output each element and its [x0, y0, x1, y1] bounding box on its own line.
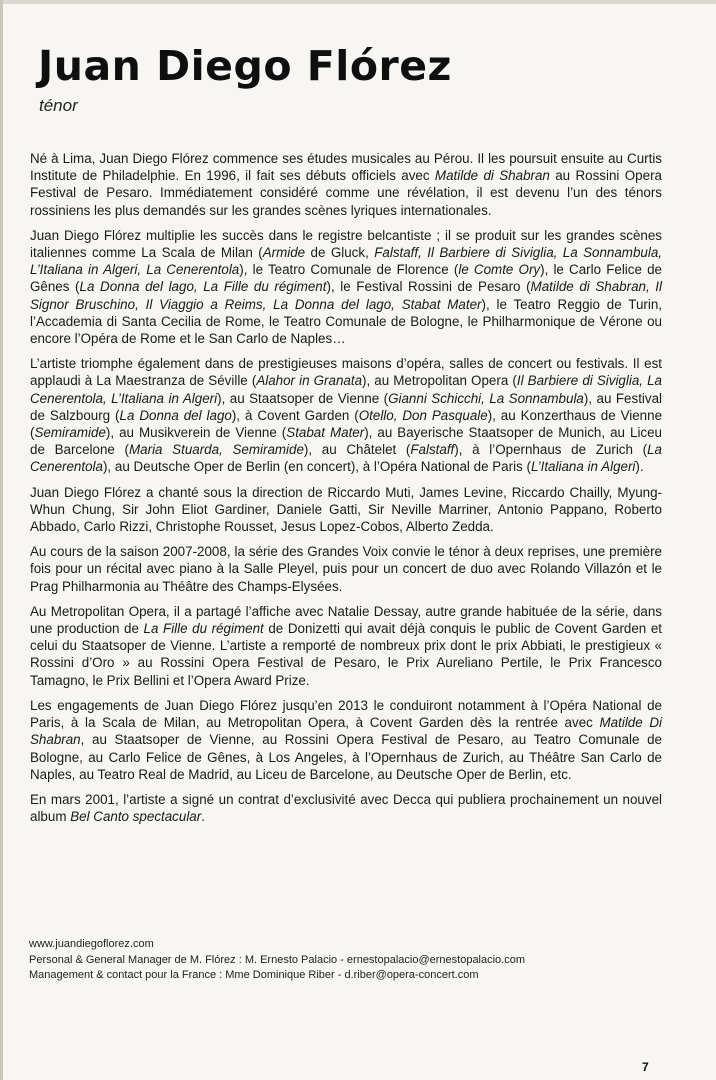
italic-title-run: Semiramide [34, 425, 106, 441]
text-run: ), au Deutsche Oper de Berlin (en concert), à l’Opéra National de Paris ( [102, 459, 531, 475]
scan-edge-top [0, 0, 716, 4]
biography-paragraph [30, 227, 662, 347]
text-run: ), à l’Opernhaus de Zurich ( [454, 442, 648, 458]
biography-body [30, 150, 662, 833]
italic-title-run: Matilde di Shabran [434, 168, 550, 184]
italic-title-run: Otello, Don Pasquale [358, 407, 488, 423]
italic-title-run: Stabat Mater [286, 425, 365, 441]
biography-paragraph [30, 543, 662, 595]
italic-title-run: Matilde di Shabran, Il Signor Bruschino, Il Viaggio a Reims, La Donna del lago, Stabat Mater [30, 279, 662, 312]
text-run: ), au Bayerische Staatsoper de Munich, au Liceu de Barcelone ( [30, 425, 663, 458]
text-run: ), le Festival Rossini de Pesaro ( [326, 279, 531, 295]
text-run: Juan Diego Flórez multiplie les succès dans le registre belcantiste ; il se produit sur les grandes scènes italiennes comme La Scala de Milan ( [30, 227, 662, 261]
biography-paragraph [30, 150, 662, 219]
italic-title-run: Il Barbiere di Siviglia, La Cenerentola, L’Italiana in Algeri [30, 373, 662, 406]
text-run: ). [635, 459, 644, 475]
text-run: ), au Châtelet ( [303, 442, 411, 458]
biography-paragraph [30, 355, 662, 475]
text-run: En mars 2001, l’artiste a signé un contrat d’exclusivité avec Decca qui publiera prochainement un nouvel album [30, 791, 662, 825]
scan-edge-left [0, 0, 3, 1080]
italic-title-run: le Comte Ory [458, 262, 541, 278]
italic-title-run: L’Italiana in Algeri [530, 459, 636, 475]
italic-title-run: Falstaff [410, 442, 455, 458]
text-run: ), au Staatsoper de Vienne ( [217, 390, 389, 406]
italic-title-run: Alahor in Granata [256, 373, 363, 389]
text-run: . [201, 809, 205, 825]
text-run: L’artiste triomphe également dans de prestigieuses maisons d’opéra, salles de concert ou festivals. Il est applaudi à La Maestranza de Séville ( [30, 356, 662, 389]
text-run: de Donizetti qui avait déjà conquis le public de Covent Garden et celui du Staatsoper de Vienne. L’artiste a remporté de nombreux prix dont le prix Abbiati, le prestigieux « Rossini d’Oro » au Rossini Opera Festival de Pesaro, le Prix Aureliano Pertile, le Prix Francesco Tamagno, le Prix Bellini et l’Opera Award Prize. [30, 621, 663, 688]
manager-contact: Personal & General Manager de M. Flórez : M. Ernesto Palacio - ernestopalacio@ernestopalacio.com [29, 953, 526, 966]
text-run: ), au Festival de Salzbourg ( [30, 390, 663, 423]
text-run: de Gluck, [305, 245, 375, 261]
italic-title-run: Bel Canto spectacular [70, 809, 202, 825]
text-run: ), au Konzerthaus de Vienne ( [30, 407, 663, 441]
text-run: Au cours de la saison 2007-2008, la série des Grandes Voix convie le ténor à deux reprises, une première fois pour un récital avec piano à la Salle Pleyel, puis pour un concert de duo avec Rolando Villazón et le Prag Philharmonia au Théâtre des Champs-Elysées. [30, 544, 662, 594]
website-link[interactable]: www.juandiegoflorez.com [29, 938, 154, 950]
italic-title-run: La Donna del lago [119, 407, 232, 423]
biography-paragraph [30, 697, 662, 783]
page-title: Juan Diego Flórez [38, 42, 452, 90]
text-run: ), au Musikverein de Vienne ( [105, 425, 287, 441]
text-run: ), le Carlo Felice de Gênes ( [30, 262, 662, 295]
text-run: , au Staatsoper de Vienne, au Rossini Opera Festival de Pesaro, au Teatro Comunale de Bologne, au Carlo Felice de Gênes, à Los Angeles, à l’Opernhaus de Zurich, au Théâtre San Carlo de Naples, au Teatro Real de Madrid, au Liceu de Barcelone, au Deutsche Oper de Berlin, etc. [30, 732, 662, 782]
text-run: au Rossini Opera Festival de Pesaro. Immédiatement considéré comme une révélation, il est devenu l’un des ténors rossiniens les plus demandés sur les grandes scènes lyriques internationales. [30, 168, 662, 218]
contact-footer [29, 937, 669, 984]
italic-title-run: La Cenerentola [30, 442, 662, 475]
france-contact: Management & contact pour la France : Mme Dominique Riber - d.riber@opera-concert.com [29, 969, 479, 981]
italic-title-run: Armide [262, 245, 306, 261]
text-run: Les engagements de Juan Diego Flórez jusqu’en 2013 le conduiront notamment à l’Opéra National de Paris, à la Scala de Milan, au Metropolitan Opera, à Covent Garden dès la rentrée avec [30, 697, 662, 731]
text-run: ), le Teatro Reggio de Turin, l’Accademia di Santa Cecilia de Rome, le Teatro Comunale de Bologne, le Philharmonique de Vérone ou encore l’Opéra de Rome et le San Carlo de Naples… [30, 296, 662, 347]
italic-title-run: Maria Stuarda, Semiramide [129, 442, 304, 458]
biography-paragraph [30, 791, 662, 825]
text-run: ), au Metropolitan Opera ( [362, 373, 517, 389]
italic-title-run: Gianni Schicchi, La Sonnambula [388, 390, 584, 406]
page-number: 7 [642, 1060, 649, 1074]
italic-title-run: La Fille du régiment [143, 621, 264, 637]
text-run: Au Metropolitan Opera, il a partagé l’affiche avec Natalie Dessay, autre grande habituée de la série, dans une production de [30, 603, 662, 637]
text-run: Né à Lima, Juan Diego Flórez commence ses études musicales au Pérou. Il les poursuit ensuite au Curtis Institute de Philadelphie. En 1996, il fait ses débuts officiels avec [30, 151, 662, 184]
biography-paragraph [30, 484, 662, 536]
biography-paragraph [30, 603, 662, 689]
italic-title-run: Matilde Di Shabran [30, 715, 662, 748]
italic-title-run: Falstaff, Il Barbiere di Siviglia, La Sonnambula, L’Italiana in Algeri, La Cenerentola [30, 245, 662, 278]
text-run: Juan Diego Flórez a chanté sous la direction de Riccardo Muti, James Levine, Riccardo Chailly, Myung-Whun Chung, Sir John Eliot Gardiner, Daniele Gatti, Sir Neville Marriner, Antonio Pappano, Roberto Abbado, Carlo Rizzi, Christophe Rousset, Jesus Lopez-Cobos, Alberto Zedda. [30, 484, 662, 535]
text-run: ), le Teatro Comunale de Florence ( [239, 262, 459, 278]
voice-type-subtitle: ténor [39, 96, 78, 115]
italic-title-run: La Donna del lago, La Fille du régiment [79, 279, 327, 295]
text-run: ), à Covent Garden ( [231, 407, 359, 423]
